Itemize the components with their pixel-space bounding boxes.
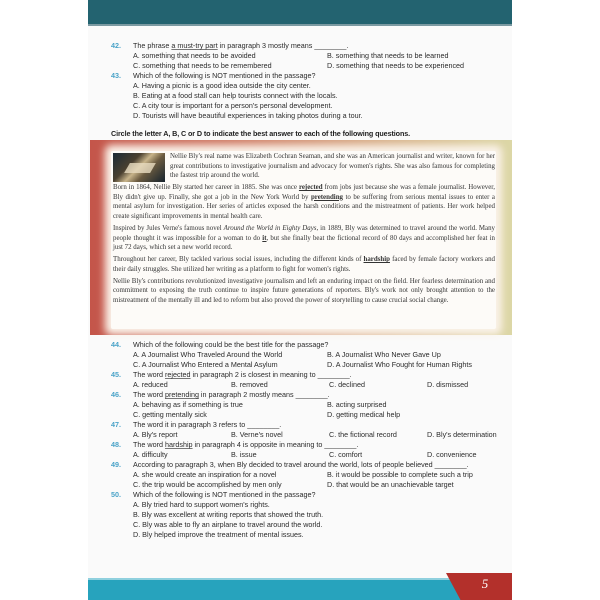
option-b[interactable]: B. issue	[231, 450, 257, 459]
question-number: 48.	[111, 440, 121, 449]
option-c[interactable]: C. Bly was able to fly an airplane to travel around the world.	[133, 520, 323, 529]
question-stem: According to paragraph 3, when Bly decided to travel around the world, lots of people believed ________.	[133, 460, 469, 469]
question-stem: The word it in paragraph 3 refers to ________.	[133, 420, 282, 429]
question-stem: The phrase a must-try part in paragraph 3 mostly means ________.	[133, 41, 349, 50]
option-c[interactable]: C. something that needs to be remembered	[133, 61, 272, 70]
option-a[interactable]: A. something that needs to be avoided	[133, 51, 256, 60]
paragraph-4: Throughout her career, Bly tackled various social issues, including the different kinds of hardship faced by female factory workers and their daily struggles. She utilized her writing as a platform to fight for women's rights.	[113, 256, 495, 273]
paragraph-3: Inspired by Jules Verne's famous novel Around the World in Eighty Days, in 1889, Bly was determined to travel around the world. Many people thought it was impossible for a woman to do it, but she finally beat the fictional record of 80 days and accomplished her feat in just 72 days, which set a new world record.	[113, 224, 495, 252]
option-a[interactable]: A. Bly tried hard to support women's rights.	[133, 500, 270, 509]
question-50	[111, 490, 521, 540]
underlined-phrase: hardship	[164, 440, 193, 449]
option-b[interactable]: B. it would be possible to complete such a trip	[327, 470, 473, 479]
option-a[interactable]: A. Bly's report	[133, 430, 178, 439]
nellie-bly-image	[113, 153, 165, 182]
questions-bottom	[111, 340, 521, 540]
question-49	[111, 460, 521, 490]
underlined-phrase: rejected	[164, 370, 191, 379]
underlined-phrase: a must-try part	[171, 41, 218, 50]
question-number: 45.	[111, 370, 121, 379]
question-48	[111, 440, 521, 460]
highlighted-word-rejected: rejected	[298, 184, 323, 192]
novel-title: Around the World in Eighty Days	[223, 224, 317, 232]
option-b[interactable]: B. Eating at a food stall can help tourists connect with the locals.	[133, 91, 338, 100]
option-c[interactable]: C. comfort	[329, 450, 363, 459]
option-a[interactable]: A. A Journalist Who Traveled Around the World	[133, 350, 283, 359]
option-d[interactable]: D. convenience	[427, 450, 477, 459]
question-number: 42.	[111, 41, 121, 50]
option-d[interactable]: D. A Journalist Who Fought for Human Rights	[327, 360, 473, 369]
option-b[interactable]: B. Bly was excellent at writing reports that showed the truth.	[133, 510, 324, 519]
question-45	[111, 370, 521, 390]
reading-passage	[113, 152, 495, 308]
option-a[interactable]: A. she would create an inspiration for a novel	[133, 470, 277, 479]
option-c[interactable]: C. the fictional record	[329, 430, 397, 439]
paragraph-1: Nellie Bly's real name was Elizabeth Cochran Seaman, and she was an American journalist and writer, known for her great contributions to investigative journalism and advocacy for women's rights. She was also famous for completing the fastest trip around the world.	[113, 152, 495, 181]
option-d[interactable]: D. something that needs to be experienced	[327, 61, 465, 70]
question-number: 44.	[111, 340, 121, 349]
header-band	[88, 0, 512, 26]
option-d[interactable]: D. dismissed	[427, 380, 469, 389]
option-b[interactable]: B. Verne's novel	[231, 430, 283, 439]
underlined-phrase: pretending	[164, 390, 199, 399]
question-stem: The word hardship in paragraph 4 is opposite in meaning to ________.	[133, 440, 359, 449]
question-number: 46.	[111, 390, 121, 399]
option-b[interactable]: B. acting surprised	[327, 400, 387, 409]
option-d[interactable]: D. that would be an unachievable target	[327, 480, 454, 489]
question-stem: The word pretending in paragraph 2 mostly means ________.	[133, 390, 330, 399]
question-number: 43.	[111, 71, 121, 80]
option-b[interactable]: B. A Journalist Who Never Gave Up	[327, 350, 441, 359]
option-d[interactable]: D. Bly's determination	[427, 430, 497, 439]
question-stem: Which of the following is NOT mentioned in the passage?	[133, 71, 316, 80]
option-c[interactable]: C. getting mentally sick	[133, 410, 207, 419]
question-47	[111, 420, 521, 440]
highlighted-word-pretending: pretending	[310, 193, 343, 201]
option-a[interactable]: A. difficulty	[133, 450, 168, 459]
highlighted-word-hardship: hardship	[363, 256, 390, 264]
question-stem: Which of the following could be the best title for the passage?	[133, 340, 329, 349]
question-43	[111, 71, 521, 121]
option-a[interactable]: A. reduced	[133, 380, 168, 389]
question-number: 47.	[111, 420, 121, 429]
paragraph-2: Born in 1864, Nellie Bly started her career in 1885. She was once rejected from jobs just because she was a female journalist. However, Bly didn't give up. Finally, she got a job in the New York World by pretending to be suffering from serious mental issues to enter a mental asylum for investigation. Her series of articles exposed the harsh conditions and the mistreatment of patients. Her work helped create significant improvements in mental health care.	[113, 184, 496, 220]
option-b[interactable]: B. removed	[231, 380, 268, 389]
question-stem: The word rejected in paragraph 2 is closest in meaning to ________.	[133, 370, 352, 379]
question-stem: Which of the following is NOT mentioned in the passage?	[133, 490, 316, 499]
option-d[interactable]: D. Tourists will have beautiful experiences in taking photos during a tour.	[133, 111, 363, 120]
footer-band	[88, 578, 512, 600]
option-c[interactable]: C. A city tour is important for a person's personal development.	[133, 101, 333, 110]
option-a[interactable]: A. behaving as if something is true	[133, 400, 243, 409]
paragraph-5: Nellie Bly's contributions revolutionized investigative journalism and left an enduring impact on the field. Her fearless determination and commitment to exposing the truth continue to inspire future generations of reporters. Bly's work not only brought attention to the mistreatment of the mentally ill and led to reform but also proved the power of storytelling to cause crucial social change.	[113, 277, 495, 304]
question-42	[111, 41, 521, 71]
page-number: 5	[481, 576, 489, 591]
highlighted-word-it: it	[262, 234, 267, 242]
option-a[interactable]: A. Having a picnic is a good idea outside the city center.	[133, 81, 311, 90]
questions-top	[111, 41, 521, 121]
option-c[interactable]: C. declined	[329, 380, 365, 389]
question-46	[111, 390, 521, 420]
question-number: 49.	[111, 460, 121, 469]
section-instruction: Circle the letter A, B, C or D to indicate the best answer to each of the following questions.	[111, 129, 411, 138]
option-c[interactable]: C. A Journalist Who Entered a Mental Asylum	[133, 360, 278, 369]
question-44	[111, 340, 521, 370]
option-b[interactable]: B. something that needs to be learned	[327, 51, 449, 60]
option-d[interactable]: D. getting medical help	[327, 410, 401, 419]
option-d[interactable]: D. Bly helped improve the treatment of mental issues.	[133, 530, 304, 539]
option-c[interactable]: C. the trip would be accomplished by men only	[133, 480, 282, 489]
question-number: 50.	[111, 490, 121, 499]
